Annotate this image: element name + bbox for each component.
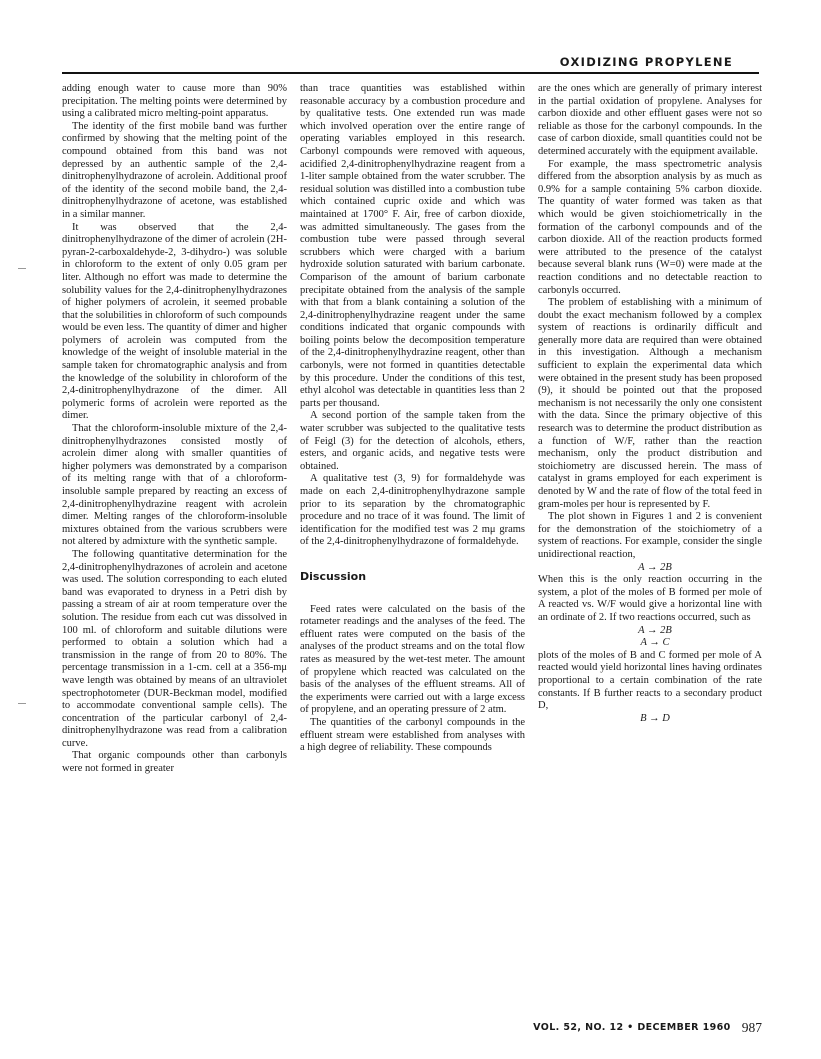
paragraph: A qualitative test (3, 9) for formaldehyde was made on each 2,4-dinitrophenylhydrazone sample prior to its separation by the chromatographic procedure and no trace of it was found. The limit of identification for the modified test was 2 mμ grams of the 2,4-dinitrophenylhydrazone of formaldehyde.: [300, 473, 525, 548]
text-column-middle: [300, 83, 525, 755]
paragraph: are the ones which are generally of primary interest in the partial oxidation of propylene. Analyses for carbon dioxide and other effluent gases were not so reliable as those for the carbonyl compounds. In the case of carbon dioxide, small quantities could not be determined accurately with the equipment available.: [538, 83, 762, 157]
paragraph: When this is the only reaction occurring in the system, a plot of the moles of B formed per mole of A reacted vs. W/F would give a horizontal line with an ordinate of 2. If two reactions occurred, such as: [538, 574, 762, 623]
paragraph: The plot shown in Figures 1 and 2 is convenient for the demonstration of the stoichiometry of a system of reactions. For example, consider the single unidirectional reaction,: [538, 511, 762, 560]
equation: B → D: [640, 712, 670, 724]
paragraph: The following quantitative determination for the 2,4-dinitrophenylhydrazones of acrolein and acetone was used. The solution corresponding to each eluted band was evaporated to dryness in a Petri dish by passing a stream of air at room temperature over the solution. The residue from each cut was dissolved in 100 ml. of chloroform and suitable dilutions were performed to obtain a solution which had a transmission in the range of from 20 to 80%. The percentage transmission in a 1-cm. cell at a 356-mμ wave length was obtained by means of an ultraviolet spectrophotometer (DUR-Beckman model, modified to accommodate conventional sample cells). The concentration of the particular carbonyl of 2,4-dinitrophenylhydrazone was read from a calibration curve.: [62, 548, 287, 749]
paragraph: The identity of the first mobile band was further confirmed by showing that the melting point of the compound obtained from this band was not depressed by an authentic sample of the 2,4-dinitrophenylhydrazone of acrolein. Additional proof of the identity of the second mobile band, the 2,4-dinitrophenylhydrazone of acetone, was established in a similar manner.: [62, 120, 287, 220]
margin-mark: [18, 268, 26, 269]
section-heading-discussion: Discussion: [300, 569, 367, 583]
header-rule: [62, 72, 759, 74]
paragraph: plots of the moles of B and C formed per mole of A reacted would yield horizontal lines having ordinates proportional to a certain combination of the rate constants. If B further reacts to a secondary product D,: [538, 649, 762, 712]
equation: A → 2B: [638, 561, 672, 573]
paragraph: For example, the mass spectrometric analysis differed from the absorption analysis by as much as 0.9% for a sample containing 5% carbon dioxide. The quantity of water formed was taken as that which would be given stoichiometrically in the formation of the carbonyl compounds and of the carbon dioxide. All of the reaction products formed were attributed to the presence of the catalyst because several blank runs (W=0) were made at the reaction conditions and no detectable reaction to carbonyls occurred.: [538, 158, 762, 296]
paragraph: adding enough water to cause more than 90% precipitation. The melting points were determined by using a calibrated micro melting-point apparatus.: [62, 83, 287, 120]
paragraph: than trace quantities was established within reasonable accuracy by a combustion procedure and by qualitative tests. One extended run was made which involved operation over the entire range of operating variables employed in this research. Carbonyl compounds were removed with aqueous, acidified 2,4-dinitrophenylhydrazine reagent from a 1-liter sample obtained from the water scrubber. The residual solution was distilled into a combustion tube which contained cupric oxide and which was maintained at 1700° F. Air, free of carbon dioxide, was admitted simultaneously. The gases from the combustion tube were passed through several scrubbers which were charged with a barium hydroxide solution saturated with barium carbonate. Comparison of the amount of barium carbonate precipitate obtained from the analysis of the sample with that from a blank containing a solution of the 2,4-dinitrophenylhydrazine reagent under the same conditions indicated that organic compounds with boiling points below the decomposition temperature of the 2,4-dinitrophenylhydrazine reagent, other than carbonyls, were not formed in quantities detectable by this procedure. Under the conditions of this test, ethyl alcohol was detectable in quantities less than 2 parts per thousand.: [300, 83, 525, 409]
page-footer: [500, 1017, 762, 1035]
text-column-right: [538, 83, 762, 725]
paragraph: That the chloroform-insoluble mixture of the 2,4-dinitrophenylhydrazones consisted mostly of acrolein dimer along with smaller quantities of higher polymers was demonstrated by a comparison of its melting range with that of a chloroform-insoluble sample prepared by reacting an excess of 2,4-dinitrophenylhydrazine reagent with acrolein dimer. Melting ranges of the chloroform-insoluble mixtures obtained from the various scrubbers were not altered by admixture with the synthetic sample.: [62, 423, 287, 548]
running-header-title: OXIDIZING PROPYLENE: [559, 55, 733, 69]
equation: A → C: [640, 637, 670, 649]
text-column-left: [62, 83, 287, 776]
margin-mark: [18, 703, 26, 704]
equation: A → 2B: [638, 624, 672, 636]
paragraph: Feed rates were calculated on the basis of the rotameter readings and the analyses of the feed. The effluent rates were computed on the basis of the analyses of the product streams and on the total flow rates as measured by the wet-test meter. The amount of propylene which reacted was calculated on the basis of the analyses of the effluent streams. All of the experiments were carried out with a large excess of propylene, and an operating pressure of 2 atm.: [300, 603, 525, 716]
issue-info: VOL. 52, NO. 12 • DECEMBER 1960: [533, 1022, 731, 1033]
page-number: 987: [741, 1019, 762, 1035]
paragraph: A second portion of the sample taken from the water scrubber was subjected to the qualitative tests of Feigl (3) for the detection of alcohols, ethers, esters, and organic acids, and negative tests were obtained.: [300, 410, 525, 472]
paragraph: The quantities of the carbonyl compounds in the effluent stream were established from analyses with a high degree of reliability. These compounds: [300, 716, 525, 754]
paragraph: It was observed that the 2,4-dinitrophenylhydrazone of the dimer of acrolein (2H-pyran-2-carboxaldehyde-2, 3-dihydro-) was soluble in chloroform to the extent of only 0.05 gram per liter. Although no effort was made to determine the solubility values for the 2,4-dinitrophenylhydrazones of higher polymers of acrolein, it seemed probable that the solubilities in chloroform of such compounds would be even less. The quantity of dimer and higher polymers of acrolein was computed from the knowledge of the weight of insoluble material in the sample taken for chromatographic analysis and from the knowledge of the solubility in chloroform of the 2,4-dinitrophenylhydrazone of the dimer. All polymeric forms of acrolein were reported as the dimer.: [62, 221, 287, 422]
paragraph: The problem of establishing with a minimum of doubt the exact mechanism followed by a complex system of reactions is ordinarily difficult and generally more data are required than were obtained in this investigation. Although a mechanism sufficient to explain the experimental data which were obtained in the present study has been proposed (9), it should be pointed out that the proposed mechanism is not necessarily the only one consistent with the data. Since the primary objective of this research was to determine the product distribution as a function of W/F, rather than the reaction mechanism, only the product distribution and stoichiometry are discussed herein. The mass of catalyst in grams employed for each experiment is denoted by W and the rate of flow of the total feed in gram-moles per hour is represented by F.: [538, 297, 762, 510]
paragraph: That organic compounds other than carbonyls were not formed in greater: [62, 750, 287, 775]
